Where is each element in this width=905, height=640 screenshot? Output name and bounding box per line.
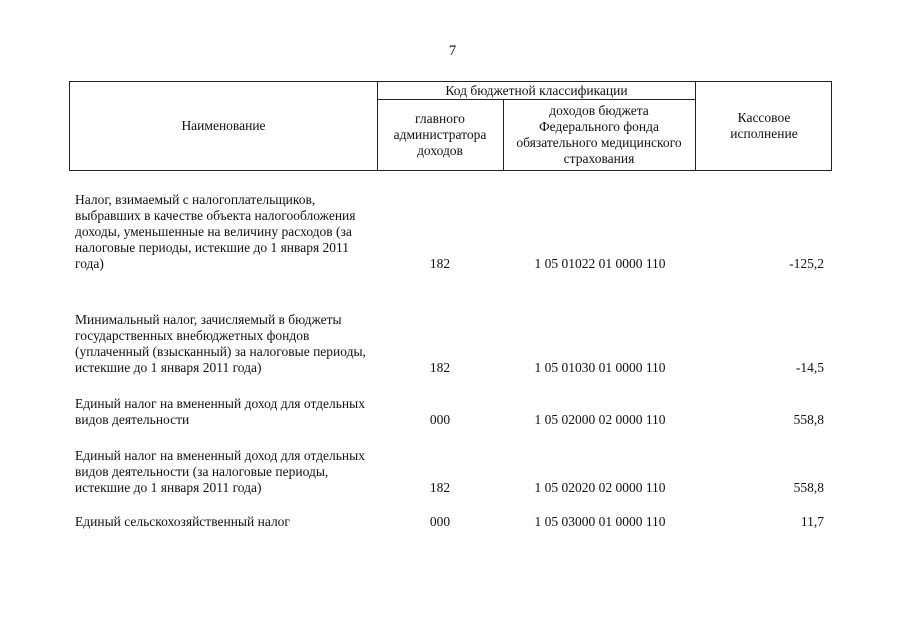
row-budget-code: 1 05 02020 02 0000 110 <box>534 480 666 495</box>
row-amount: 558,8 <box>793 480 824 495</box>
row-admin-code: 000 <box>429 412 451 427</box>
header-bottom-rule <box>69 170 832 171</box>
row-budget-code: 1 05 01030 01 0000 110 <box>534 360 666 375</box>
row-amount: 558,8 <box>793 412 824 427</box>
header-name-col: Наименование <box>181 118 266 133</box>
row-name: Налог, взимаемый с налогоплательщиков, выбравших в качестве объекта налогообложения доходы, уменьшенные на величину расходов (за налоговые периоды, истекшие до 1 января 2011 года) <box>75 192 356 271</box>
row-budget-code: 1 05 01022 01 0000 110 <box>534 256 666 271</box>
row-name: Минимальный налог, зачисляемый в бюджеты государственных внебюджетных фондов (уплаченный (взысканный) за налоговые периоды, истекшие до 1 января 2011 года) <box>75 312 366 375</box>
header-group-title: Код бюджетной классификации <box>445 82 628 98</box>
row-amount: -125,2 <box>789 256 824 271</box>
header-admin-col: главного администратора доходов <box>393 111 487 158</box>
subcolumn-divider <box>503 99 504 171</box>
table-row <box>0 394 905 428</box>
page-number: 7 <box>448 43 457 59</box>
group-right-rule <box>695 81 696 171</box>
table-row <box>0 291 905 376</box>
row-name: Единый налог на вмененный доход для отдельных видов деятельности (за налоговые периоды, истекшие до 1 января 2011 года) <box>75 448 365 495</box>
row-amount: -14,5 <box>795 360 824 375</box>
row-name: Единый налог на вмененный доход для отдельных видов деятельности <box>75 396 365 427</box>
row-name: Единый сельскохозяйственный налог <box>75 514 290 529</box>
row-budget-code: 1 05 02000 02 0000 110 <box>534 412 666 427</box>
row-amount: 11,7 <box>800 514 824 529</box>
table-header <box>69 81 832 171</box>
row-admin-code: 000 <box>429 514 451 529</box>
header-income-col: доходов бюджета Федерального фонда обязательного медицинского страхования <box>516 103 682 166</box>
table-row <box>0 186 905 272</box>
table-row <box>0 513 905 530</box>
header-right-rule <box>831 81 832 171</box>
row-budget-code: 1 05 03000 01 0000 110 <box>534 514 666 529</box>
row-admin-code: 182 <box>429 360 451 375</box>
header-amount-col: Кассовое исполнение <box>730 110 798 141</box>
table-row <box>0 446 905 496</box>
row-admin-code: 182 <box>429 480 451 495</box>
row-admin-code: 182 <box>429 256 451 271</box>
